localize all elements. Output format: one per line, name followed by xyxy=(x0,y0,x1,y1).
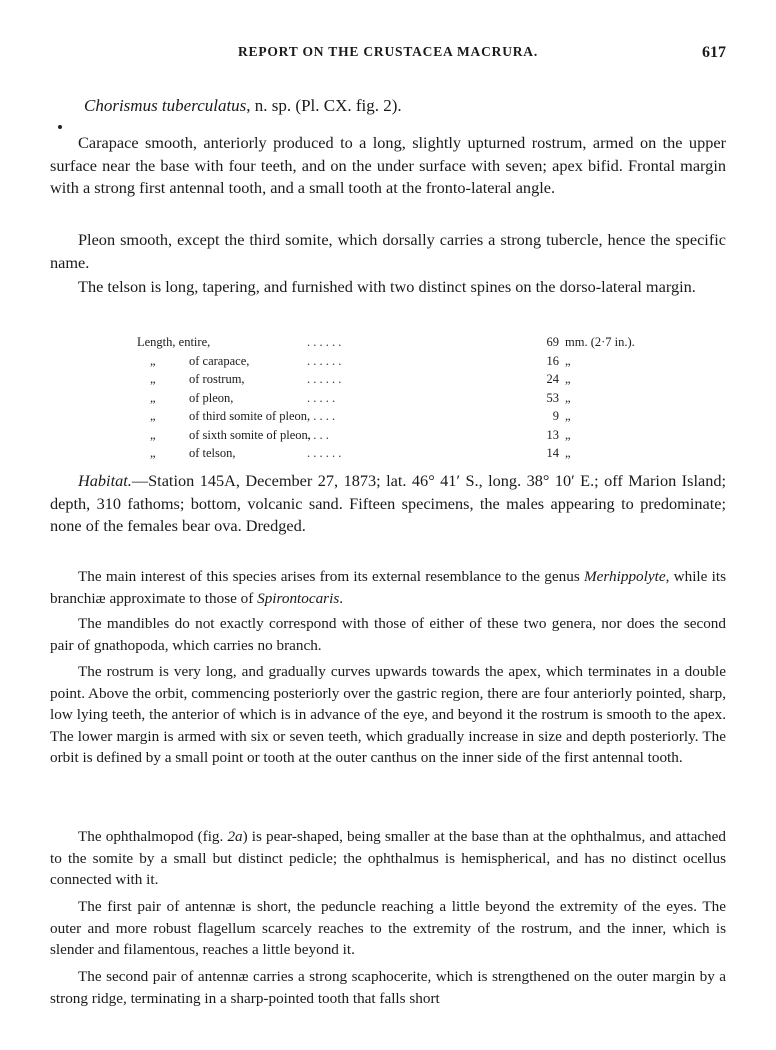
genus-merhippolyte: Merhippolyte xyxy=(584,568,666,585)
discussion-text: The ophthalmopod (fig. xyxy=(78,828,228,845)
measurement-unit: „ xyxy=(565,372,571,386)
discussion-text: ) is pear-shaped, being smaller at the base than at the ophthalmus, and attached to the somite by a small but distinct pedicle; the ophthalmus is hemispherical, and has no distinct ocellus connected with it. xyxy=(50,828,726,889)
measurement-unit: mm. (2·7 in.). xyxy=(565,335,635,349)
measurement-label: of third somite of pleon, xyxy=(189,409,311,423)
measurement-label: of telson, xyxy=(189,446,236,460)
measurement-row xyxy=(137,333,677,352)
measurement-value: 16 xyxy=(546,353,559,368)
genus-spirontocaris: Spirontocaris xyxy=(257,589,340,607)
ditto-mark: „ xyxy=(150,390,156,405)
measurement-unit: „ xyxy=(565,446,571,460)
discussion-text: . xyxy=(339,589,344,607)
habitat-paragraph xyxy=(50,470,726,538)
measurement-label: of rostrum, xyxy=(189,372,245,386)
species-heading xyxy=(84,96,402,116)
measurement-label: of pleon, xyxy=(189,390,234,405)
measurement-value: 13 xyxy=(546,427,559,442)
leader-dots: . . . . . xyxy=(307,390,336,405)
page-number: 617 xyxy=(702,44,726,61)
discussion-first-antennae: The first pair of antennæ is short, the peduncle reaching a little beyond the extremity of the eyes. The outer and more robust flagellum scarcely reaches to the extremity of the rostrum, and the inner, which is slender and filamentous, reaches a little beyond it. xyxy=(50,898,726,959)
measurement-value: 14 xyxy=(546,446,559,460)
measurement-value: 53 xyxy=(546,390,559,405)
discussion-text: , while its branchiæ approximate to those of xyxy=(50,568,726,607)
species-heading-rest: , n. sp. (Pl. CX. fig. 2). xyxy=(246,96,402,115)
measurement-value: 69 xyxy=(546,335,559,349)
measurement-label: of sixth somite of pleon, xyxy=(189,427,311,442)
description-pleon: Pleon smooth, except the third somite, which dorsally carries a strong tubercle, hence the specific name. xyxy=(50,230,726,272)
measurement-value: 9 xyxy=(552,409,559,423)
measurement-unit: „ xyxy=(565,353,571,368)
leader-dots: . . . . xyxy=(307,427,329,442)
figure-reference: 2a xyxy=(227,828,243,845)
measurement-row xyxy=(137,407,677,426)
leader-dots: . . . . . . xyxy=(307,353,342,368)
discussion-resemblance xyxy=(50,566,726,609)
measurement-row xyxy=(137,389,677,408)
discussion-text: The main interest of this species arises from its external resemblance to the genus xyxy=(78,568,585,585)
discussion-second-antennae: The second pair of antennæ carries a strong scaphocerite, which is strengthened on the outer margin by a strong ridge, terminating in a sharp-pointed tooth that falls short xyxy=(50,968,726,1007)
measurement-label: of carapace, xyxy=(189,353,250,368)
ditto-mark: „ xyxy=(150,446,156,460)
running-head xyxy=(50,44,726,66)
measurement-row xyxy=(137,444,677,463)
measurement-value: 24 xyxy=(546,372,559,386)
measurement-unit: „ xyxy=(565,390,571,405)
measurement-unit: „ xyxy=(565,427,571,442)
habitat-label: Habitat. xyxy=(78,471,132,490)
measurement-row xyxy=(137,352,677,371)
ditto-mark: „ xyxy=(150,409,156,423)
leader-dots: . . . . . . xyxy=(307,335,342,349)
ditto-mark: „ xyxy=(150,372,156,386)
habitat-text: —Station 145A, December 27, 1873; lat. 46° 41′ S., long. 38° 10′ E.; off Marion Island; depth, 310 fathoms; bottom, volcanic sand. Fifteen specimens, the males appearing to predominate; none of the females bear ova. Dredged. xyxy=(50,471,726,535)
description-telson: The telson is long, tapering, and furnished with two distinct spines on the dorso-lateral margin. xyxy=(78,277,696,296)
measurement-row xyxy=(137,370,677,389)
ditto-mark: „ xyxy=(150,353,156,368)
discussion-mandibles: The mandibles do not exactly correspond with those of either of these two genera, nor does the second pair of gnathopoda, which carries no branch. xyxy=(50,615,726,654)
leader-dots: . . . . . . xyxy=(307,372,342,386)
ink-mark xyxy=(58,125,62,129)
leader-dots: . . . . . xyxy=(307,409,336,423)
species-name: Chorismus tuberculatus xyxy=(84,96,247,115)
measurement-row xyxy=(137,426,677,445)
measurements-table xyxy=(137,333,677,463)
ditto-mark: „ xyxy=(150,427,156,442)
measurement-unit: „ xyxy=(565,409,571,423)
discussion-ophthalmopod xyxy=(50,826,726,891)
leader-dots: . . . . . . xyxy=(307,446,342,460)
running-title: REPORT ON THE CRUSTACEA MACRURA. xyxy=(237,44,539,59)
description-carapace: Carapace smooth, anteriorly produced to a long, slightly upturned rostrum, armed on the upper surface near the base with four teeth, and on the under surface with seven; apex bifid. Frontal margin with a strong first antennal tooth, and a small tooth at the fronto-lateral angle. xyxy=(50,133,726,197)
discussion-rostrum: The rostrum is very long, and gradually curves upwards towards the apex, which terminates in a double point. Above the orbit, commencing posteriorly over the gastric region, there are four anteriorly pointed, sharp, low lying teeth, the anterior of which is in advance of the eye, and beyond it the rostrum is smooth to the apex. The lower margin is armed with six or seven teeth, which gradually increase in size and depth posteriorly. The orbit is defined by a small point or tooth at the outer canthus on the inner side of the first antennal tooth. xyxy=(50,663,726,767)
measurement-label: Length, entire, xyxy=(137,335,211,349)
